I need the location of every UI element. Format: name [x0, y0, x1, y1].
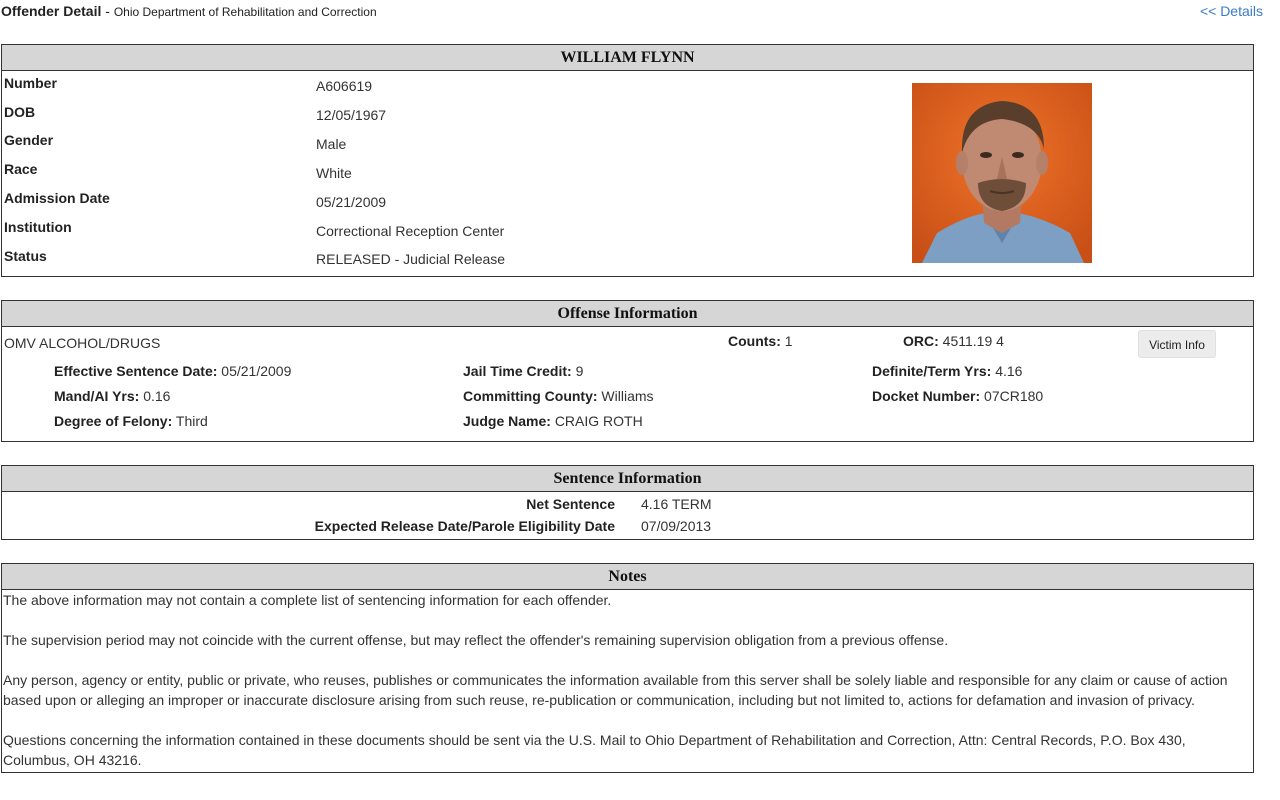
definite-term-yrs-field [872, 363, 1022, 379]
page-subtitle: Ohio Department of Rehabilitation and Correction [113, 5, 377, 19]
expected-release-value: 07/09/2013 [641, 518, 712, 534]
sentence-panel [1, 465, 1254, 540]
committing-county-value: Williams [601, 388, 654, 404]
jail-time-credit-field [463, 363, 583, 379]
status-label: Status [4, 248, 47, 264]
offender-panel [1, 44, 1254, 277]
committing-county-field [463, 388, 654, 404]
net-sentence-value: 4.16 TERM [641, 496, 712, 512]
note-paragraph: The above information may not contain a complete list of sentencing information for each offender. [3, 592, 612, 608]
docket-number-value: 07CR180 [984, 388, 1044, 404]
page-title-main: Offender Detail [1, 3, 102, 19]
degree-of-felony-field [54, 413, 208, 429]
effective-sentence-date-field [54, 363, 291, 379]
judge-name-field [463, 413, 643, 429]
sentence-heading: Sentence Information [2, 466, 1253, 492]
admission-date-label: Admission Date [4, 190, 110, 206]
institution-label: Institution [4, 219, 72, 235]
judge-name-value: CRAIG ROTH [554, 413, 643, 429]
institution-value: Correctional Reception Center [316, 223, 505, 239]
docket-number-label: Docket Number: [872, 388, 981, 404]
counts-field [728, 333, 793, 349]
offense-name: OMV ALCOHOL/DRUGS [4, 335, 161, 351]
offense-panel [1, 300, 1254, 442]
page-header [1, 3, 1263, 23]
committing-county-label: Committing County: [463, 388, 598, 404]
mand-ai-yrs-value: 0.16 [143, 388, 171, 404]
orc-label: ORC: [903, 333, 939, 349]
orc-field [903, 333, 1004, 349]
mand-ai-yrs-label: Mand/AI Yrs: [54, 388, 140, 404]
notes-panel [1, 563, 1254, 773]
gender-value: Male [316, 136, 347, 152]
offender-photo-image [912, 83, 1092, 263]
admission-date-value: 05/21/2009 [316, 194, 387, 210]
jail-time-credit-label: Jail Time Credit: [463, 363, 572, 379]
jail-time-credit-value: 9 [575, 363, 584, 379]
number-label: Number [4, 75, 57, 91]
counts-label: Counts: [728, 333, 781, 349]
dob-label: DOB [4, 104, 36, 120]
judge-name-label: Judge Name: [463, 413, 551, 429]
race-value: White [316, 165, 352, 181]
dob-value: 12/05/1967 [316, 107, 387, 123]
note-paragraph: Questions concerning the information contained in these documents should be sent via the U.S. Mail to Ohio Department of Rehabilitation and Correction, Attn: Central Records, P.O. Box 430, Columbus, OH 43216. [3, 732, 1186, 768]
definite-term-yrs-value: 4.16 [995, 363, 1023, 379]
page-title-separator: - [101, 3, 114, 19]
offender-photo [912, 83, 1092, 263]
notes-heading: Notes [2, 564, 1253, 590]
status-value: RELEASED - Judicial Release [316, 251, 506, 267]
expected-release-label: Expected Release Date/Parole Eligibility Date [314, 518, 615, 534]
number-value: A606619 [316, 78, 373, 94]
back-to-details-link[interactable]: << Details [1199, 3, 1263, 19]
gender-label: Gender [4, 132, 54, 148]
note-paragraph: The supervision period may not coincide with the current offense, but may reflect the offender's remaining supervision obligation from a previous offense. [3, 632, 949, 648]
note-paragraph: Any person, agency or entity, public or private, who reuses, publishes or communicates the information available from this server shall be solely liable and responsible for any claim or cause of action based upon or alleging an improper or inaccurate disclosure arising from such reuse, re-publication or communication, including but not limited to, actions for defamation and invasion of privacy. [3, 672, 1228, 708]
degree-of-felony-value: Third [175, 413, 208, 429]
docket-number-field [872, 388, 1043, 404]
offense-heading: Offense Information [2, 301, 1253, 327]
degree-of-felony-label: Degree of Felony: [54, 413, 173, 429]
offender-name: WILLIAM FLYNN [2, 45, 1253, 71]
page-title [1, 3, 377, 19]
race-label: Race [4, 161, 38, 177]
definite-term-yrs-label: Definite/Term Yrs: [872, 363, 992, 379]
counts-value: 1 [784, 333, 793, 349]
orc-value: 4511.19 4 [942, 333, 1004, 349]
effective-sentence-date-value: 05/21/2009 [221, 363, 292, 379]
net-sentence-label: Net Sentence [526, 496, 615, 512]
mand-ai-yrs-field [54, 388, 170, 404]
victim-info-button[interactable]: Victim Info [1138, 330, 1216, 358]
effective-sentence-date-label: Effective Sentence Date: [54, 363, 218, 379]
